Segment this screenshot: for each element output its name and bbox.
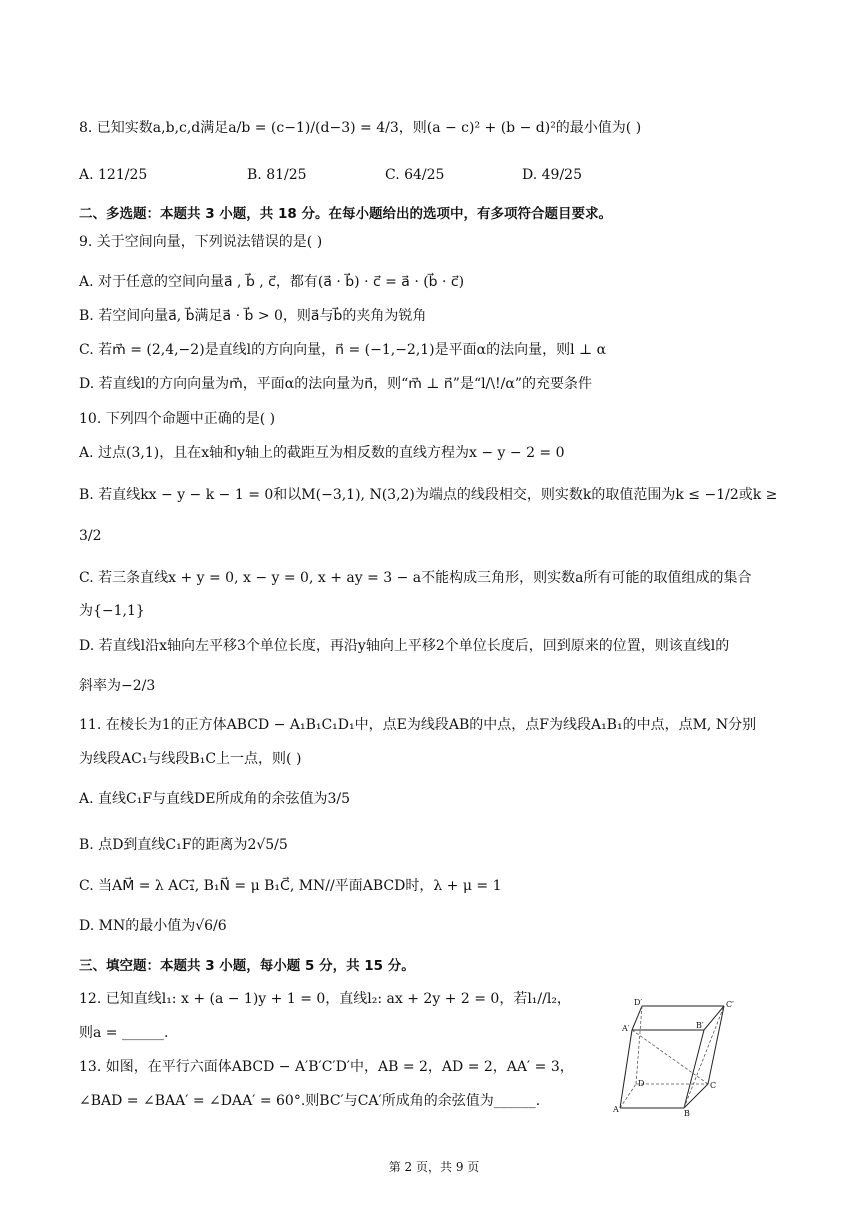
- label-b: B: [684, 1109, 690, 1116]
- q9-stem: 9. 关于空间向量，下列说法错误的是( ): [79, 234, 323, 250]
- label-c1: C′: [726, 1000, 734, 1009]
- q13-line1: 13. 如图，在平行六面体ABCD − A′B′C′D′中，AB = 2，AD = 2，AA′ = 3，: [79, 1059, 574, 1075]
- label-a: A: [613, 1105, 619, 1114]
- section-heading-fill-in: 三、填空题：本题共 3 小题，每小题 5 分，共 15 分。: [79, 958, 415, 974]
- q10-option-c-cont: 为{−1,1}: [79, 603, 145, 619]
- parallelepiped-figure: [612, 998, 742, 1116]
- q11-option-b: B. 点D到直线C₁F的距离为2√5/5: [79, 837, 288, 853]
- label-d1: D′: [634, 998, 643, 1007]
- edge-ad-hidden: [620, 1084, 636, 1108]
- q10-option-c: C. 若三条直线x + y = 0, x − y = 0, x + ay = 3 − a不能构成三角形，则实数a所有可能的取值组成的集合: [79, 570, 752, 586]
- q12-line1: 12. 已知直线l₁: x + (a − 1)y + 1 = 0，直线l₂: ax + 2y + 2 = 0，若l₁//l₂，: [79, 991, 571, 1007]
- q8-option-b: B. 81/25: [247, 167, 307, 183]
- label-b1: B′: [696, 1021, 704, 1030]
- q9-option-b: B. 若空间向量a⃗, b⃗满足a⃗ · b⃗ > 0，则a⃗与b⃗的夹角为锐角: [79, 308, 427, 324]
- q8-option-c: C. 64/25: [385, 167, 445, 183]
- q10-option-d: D. 若直线l沿x轴向左平移3个单位长度，再沿y轴向上平移2个单位长度后，回到原来的位置，则该直线l的: [79, 638, 730, 654]
- q9-option-a: A. 对于任意的空间向量a⃗ , b⃗ , c⃗，都有(a⃗ · b⃗) · c⃗ = a⃗ · (b⃗ · c⃗): [79, 274, 465, 290]
- label-c: C: [710, 1081, 717, 1090]
- edge-a1a: [620, 1030, 632, 1108]
- q10-option-b-cont: 3/2: [79, 528, 102, 544]
- q10-option-b: B. 若直线kx − y − k − 1 = 0和以M(−3,1), N(3,2)为端点的线段相交，则实数k的取值范围为k ≤ −1/2或k ≥: [79, 487, 778, 503]
- q8-stem: 8. 已知实数a,b,c,d满足a/b = (c−1)/(d−3) = 4/3，则(a − c)² + (b − d)²的最小值为( ): [79, 120, 642, 136]
- edge-c1b1: [704, 1006, 724, 1030]
- q11-stem-line1: 11. 在棱长为1的正方体ABCD − A₁B₁C₁D₁中，点E为线段AB的中点，点F为线段A₁B₁的中点，点M, N分别: [79, 717, 757, 733]
- q10-option-a: A. 过点(3,1)，且在x轴和y轴上的截距互为相反数的直线方程为x − y − 2 = 0: [79, 445, 565, 461]
- label-a1: A′: [622, 1024, 630, 1033]
- q10-stem: 10. 下列四个命题中正确的是( ): [79, 411, 276, 427]
- q11-stem-line2: 为线段AC₁与线段B₁C上一点，则( ): [79, 751, 302, 767]
- q8-option-a: A. 121/25: [79, 167, 148, 183]
- q11-option-c: C. 当AM⃗ = λ AC₁⃗, B₁N⃗ = μ B₁C⃗, MN//平面ABCD时，λ + μ = 1: [79, 878, 502, 894]
- q13-line2: ∠BAD = ∠BAA′ = ∠DAA′ = 60°.则BC′与CA′所成角的余弦值为______.: [79, 1093, 541, 1109]
- q8-option-d: D. 49/25: [522, 167, 582, 183]
- q10-option-d-cont: 斜率为−2/3: [79, 678, 156, 694]
- page-number-footer: 第 2 页，共 9 页: [388, 1160, 480, 1174]
- q11-option-d: D. MN的最小值为√6/6: [79, 918, 227, 934]
- q11-option-a: A. 直线C₁F与直线DE所成角的余弦值为3/5: [79, 791, 351, 807]
- label-d: D: [638, 1079, 645, 1088]
- section-heading-multiple-choice: 二、多选题：本题共 3 小题，共 18 分。在每小题给出的选项中，有多项符合题目要求。: [79, 206, 612, 222]
- q9-option-c: C. 若m⃗ = (2,4,−2)是直线l的方向向量，n⃗ = (−1,−2,1)是平面α的法向量，则l ⊥ α: [79, 342, 607, 358]
- q9-option-d: D. 若直线l的方向向量为m⃗，平面α的法向量为n⃗，则“m⃗ ⊥ n⃗”是“l/\!/α”的充要条件: [79, 376, 592, 392]
- q12-line2: 则a = ______.: [79, 1025, 169, 1041]
- edge-c1c: [708, 1006, 724, 1084]
- diag-bc1: [684, 1006, 724, 1108]
- edge-bc: [684, 1084, 708, 1108]
